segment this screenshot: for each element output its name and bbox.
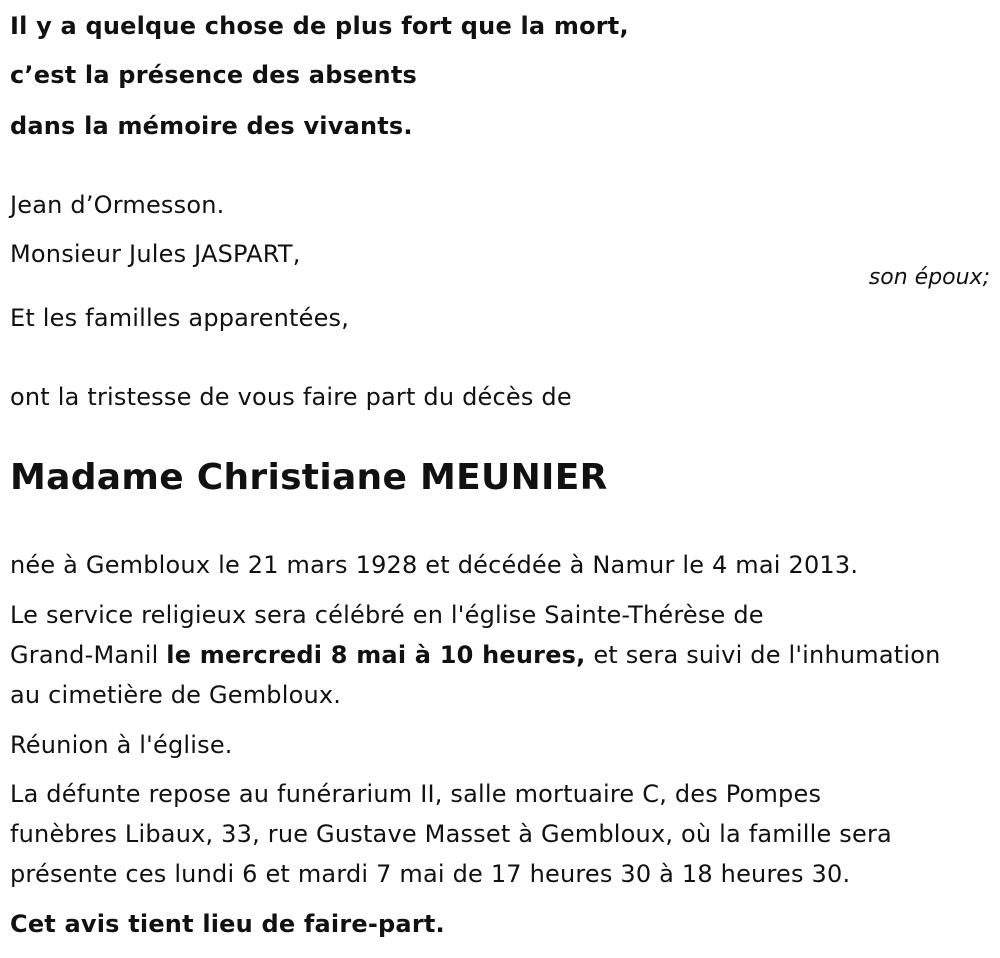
repose-line-2: funèbres Libaux, 33, rue Gustave Masset à Gembloux, où la famille sera xyxy=(10,820,892,848)
family-member-name: Monsieur Jules JASPART, xyxy=(10,240,301,268)
birth-death-details: née à Gembloux le 21 mars 1928 et décédée à Namur le 4 mai 2013. xyxy=(10,551,859,579)
quote-line-3: dans la mémoire des vivants. xyxy=(10,112,413,140)
service-line-1: Le service religieux sera célébré en l'église Sainte-Thérèse de xyxy=(10,601,764,629)
repose-line-3: présente ces lundi 6 et mardi 7 mai de 17 heures 30 à 18 heures 30. xyxy=(10,860,851,888)
meeting-note: Réunion à l'église. xyxy=(10,731,233,759)
quote-line-2: c’est la présence des absents xyxy=(10,61,417,89)
service-line-2 xyxy=(10,640,941,670)
service-date-time: le mercredi 8 mai à 10 heures, xyxy=(166,641,586,669)
deceased-name: Madame Christiane MEUNIER xyxy=(10,457,608,498)
repose-line-1: La défunte repose au funérarium II, salle mortuaire C, des Pompes xyxy=(10,780,822,808)
quote-author: Jean d’Ormesson. xyxy=(10,191,225,219)
family-others: Et les familles apparentées, xyxy=(10,304,350,332)
quote-line-1: Il y a quelque chose de plus fort que la mort, xyxy=(10,12,629,40)
announcement-text: ont la tristesse de vous faire part du décès de xyxy=(10,383,572,411)
service-line-3: au cimetière de Gembloux. xyxy=(10,681,342,709)
closing-note: Cet avis tient lieu de faire-part. xyxy=(10,910,445,938)
service-line-2-prefix: Grand-Manil xyxy=(10,641,167,669)
service-line-2-suffix: et sera suivi de l'inhumation xyxy=(585,641,941,669)
family-member-relation: son époux; xyxy=(868,265,990,290)
